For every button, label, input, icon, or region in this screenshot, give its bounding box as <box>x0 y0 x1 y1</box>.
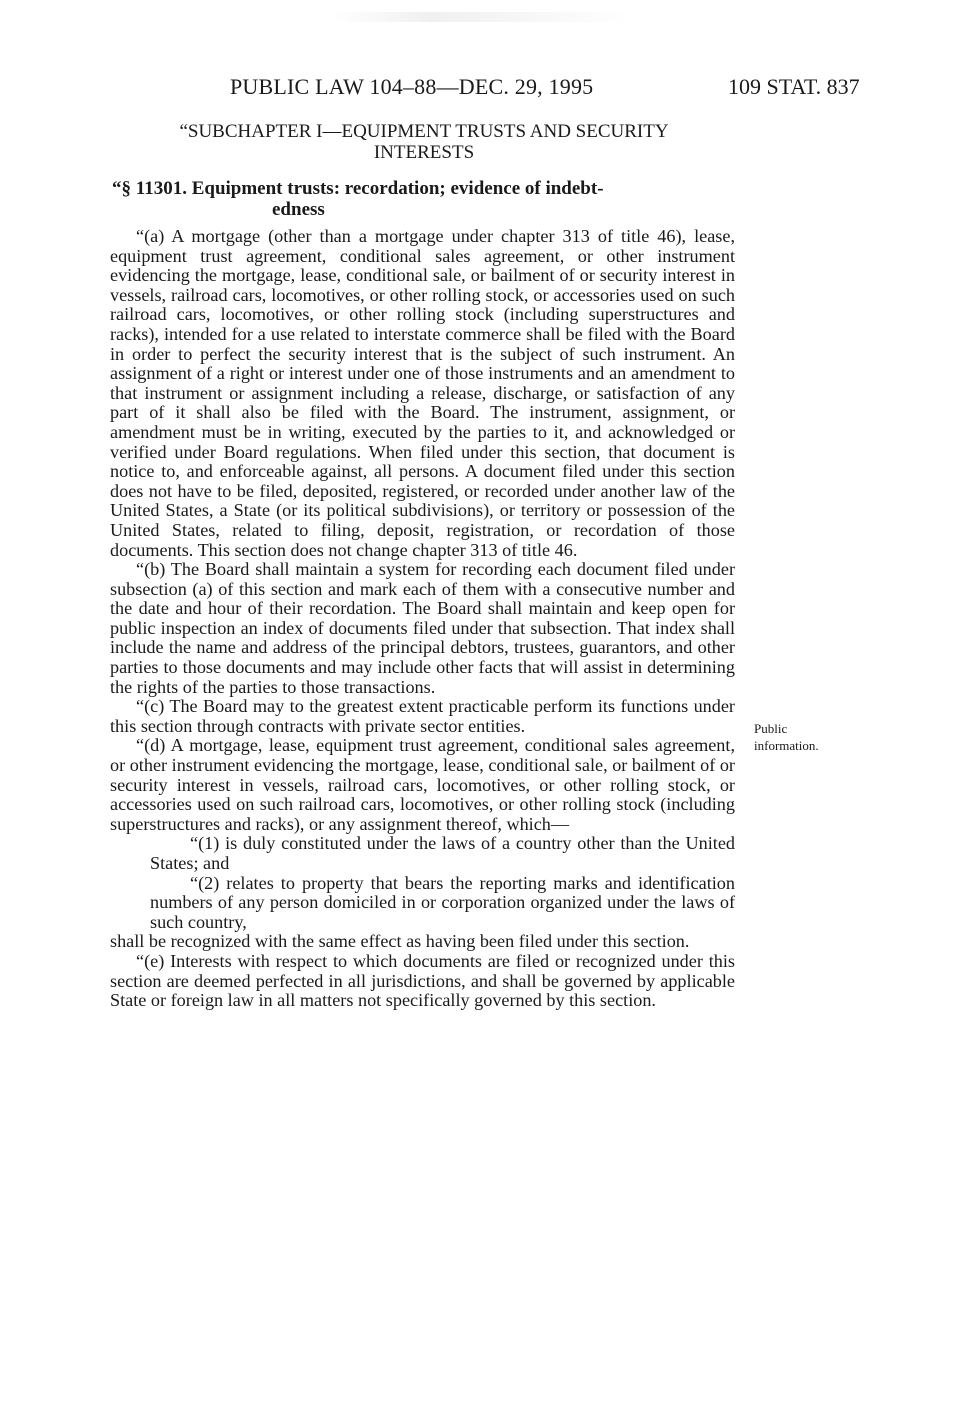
margin-note-line1: Public <box>754 721 788 736</box>
section-heading-line2: edness <box>272 199 325 220</box>
section-heading-line1: “§ 11301. Equipment trusts: recordation; evidence of indebt- <box>112 178 604 199</box>
margin-note-public-information <box>754 720 854 754</box>
subchapter-title-line2: INTERESTS <box>373 142 475 163</box>
subchapter-title <box>110 121 738 163</box>
section-body <box>110 227 735 1011</box>
subsection-c: “(c) The Board may to the greatest extent practicable perform its functions under this section through contracts with private sector entities. <box>110 696 735 736</box>
subchapter-title-line1: “SUBCHAPTER I—EQUIPMENT TRUSTS AND SECURITY <box>179 121 669 142</box>
subsection-d-clause-1: “(1) is duly constituted under the laws of a country other than the United States; and <box>150 833 735 873</box>
margin-note-line2: information. <box>754 738 819 753</box>
statute-page-number: 109 STAT. 837 <box>728 74 860 99</box>
subsection-a: “(a) A mortgage (other than a mortgage under chapter 313 of title 46), lease, equipment trust agreement, conditional sales agreement, or other instrument evidencing the mortgage, lease, conditional sale, or bailment of or security interest in vessels, railroad cars, locomotives, or other rolling stock, or accessories used on such railroad cars, locomotives, or other rolling stock (including superstructures and racks), intended for a use related to interstate commerce shall be filed with the Board in order to perfect the security interest that is the subject of such instrument. An assignment of a right or interest under one of those instruments and an amendment to that instrument or assignment including a release, discharge, or satisfaction of any part of it shall also be filed with the Board. The instrument, assignment, or amendment must be in writing, executed by the parties to it, and acknowledged or verified under Board regulations. When filed under this section, that document is notice to, and enforceable against, all persons. A document filed under this section does not have to be filed, deposited, registered, or recorded under another law of the United States, a State (or its political subdivisions), or territory or possession of the United States, related to filing, deposit, registration, or recordation of those documents. This section does not change chapter 313 of title 46. <box>110 226 735 560</box>
subsection-e: “(e) Interests with respect to which documents are filed or recognized under this section are deemed perfected in all jurisdictions, and shall be governed by applicable State or foreign law in all matters not specifically governed by this section. <box>110 950 735 1011</box>
scan-artifact <box>330 12 630 22</box>
section-heading <box>112 178 742 220</box>
subsection-d-conclusion: shall be recognized with the same effect as having been filed under this section. <box>110 931 690 952</box>
subsection-b: “(b) The Board shall maintain a system for recording each document filed under subsection (a) of this section and mark each of them with a consecutive number and the date and hour of their recordation. The Board shall maintain and keep open for public inspection an index of documents filed under that subsection. That index shall include the name and address of the principal debtors, trustees, guarantors, and other parties to those documents and may include other facts that will assist in determining the rights of the parties to those transactions. <box>110 559 735 697</box>
subsection-d-clause-2: “(2) relates to property that bears the reporting marks and identification numbers of any person domiciled in or corporation organized under the laws of such country, <box>150 872 735 932</box>
public-law-citation: PUBLIC LAW 104–88—DEC. 29, 1995 <box>230 74 594 99</box>
running-header <box>0 74 953 104</box>
subsection-d: “(d) A mortgage, lease, equipment trust agreement, conditional sales agreement, or other instrument evidencing the mortgage, lease, conditional sale, or bailment of or security interest in vessels, railroad cars, locomotives, or other rolling stock, or accessories used on such railroad cars, locomotives, or other rolling stock (including superstructures and racks), or any assignment thereof, which— <box>110 735 735 834</box>
